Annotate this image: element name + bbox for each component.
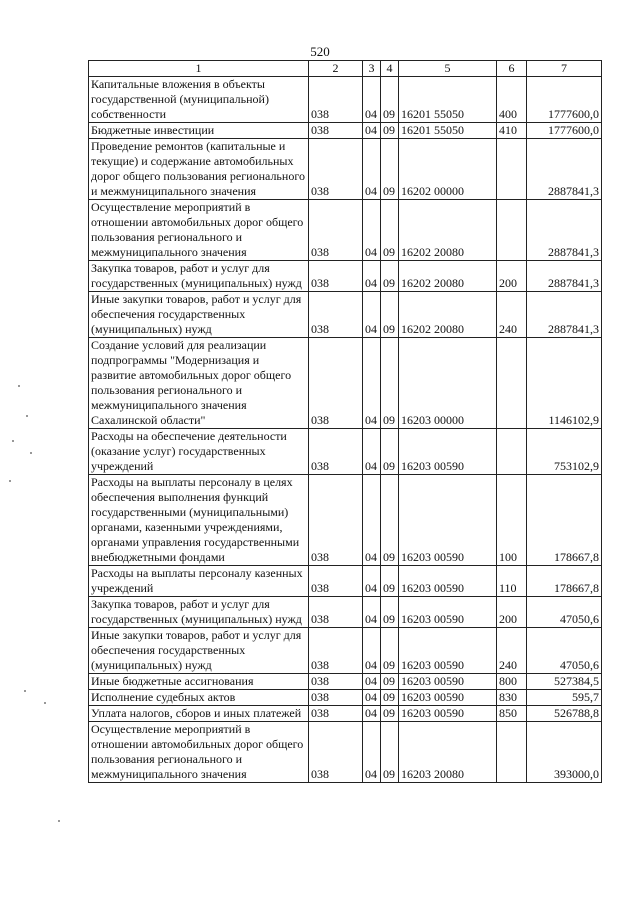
target-code-cell: 16203 00590 [399,597,497,628]
table-row [89,123,602,139]
amount-cell: 47050,6 [527,597,602,628]
target-code-cell: 16203 00590 [399,690,497,706]
table-row [89,475,602,566]
row-name-cell: Иные закупки товаров, работ и услуг для обеспечения государственных (муниципальных) нужд [89,628,309,674]
table-row [89,597,602,628]
column-header: 4 [381,61,399,77]
scan-speck [26,415,28,417]
expense-type-cell: 200 [497,261,527,292]
subsection-code-cell: 09 [381,628,399,674]
section-code-cell: 04 [363,722,381,783]
row-name-cell: Осуществление мероприятий в отношении автомобильных дорог общего пользования регионального и межмуниципального значения [89,722,309,783]
target-code-cell: 16203 00590 [399,566,497,597]
scan-speck [58,820,60,822]
section-code-cell: 04 [363,123,381,139]
row-name-cell: Уплата налогов, сборов и иных платежей [89,706,309,722]
ministry-code-cell: 038 [309,566,363,597]
expense-type-cell [497,139,527,200]
ministry-code-cell: 038 [309,139,363,200]
amount-cell: 1777600,0 [527,123,602,139]
section-code-cell: 04 [363,566,381,597]
row-name-cell: Исполнение судебных актов [89,690,309,706]
table-row [89,429,602,475]
ministry-code-cell: 038 [309,429,363,475]
table-row [89,200,602,261]
subsection-code-cell: 09 [381,123,399,139]
expense-type-cell [497,429,527,475]
subsection-code-cell: 09 [381,200,399,261]
section-code-cell: 04 [363,77,381,123]
section-code-cell: 04 [363,292,381,338]
table-body [89,77,602,783]
row-name-cell: Закупка товаров, работ и услуг для государственных (муниципальных) нужд [89,597,309,628]
column-header: 7 [527,61,602,77]
target-code-cell: 16203 00590 [399,674,497,690]
expense-type-cell: 400 [497,77,527,123]
table-row [89,338,602,429]
section-code-cell: 04 [363,139,381,200]
expense-type-cell: 410 [497,123,527,139]
amount-cell: 2887841,3 [527,292,602,338]
ministry-code-cell: 038 [309,674,363,690]
column-header: 1 [89,61,309,77]
subsection-code-cell: 09 [381,475,399,566]
subsection-code-cell: 09 [381,722,399,783]
table-row [89,722,602,783]
subsection-code-cell: 09 [381,139,399,200]
expense-type-cell: 830 [497,690,527,706]
amount-cell: 393000,0 [527,722,602,783]
amount-cell: 178667,8 [527,475,602,566]
column-header: 3 [363,61,381,77]
target-code-cell: 16202 00000 [399,139,497,200]
expense-type-cell: 850 [497,706,527,722]
expense-type-cell [497,338,527,429]
subsection-code-cell: 09 [381,690,399,706]
table-row [89,674,602,690]
subsection-code-cell: 09 [381,674,399,690]
section-code-cell: 04 [363,261,381,292]
expense-type-cell: 800 [497,674,527,690]
section-code-cell: 04 [363,706,381,722]
table-row [89,139,602,200]
row-name-cell: Расходы на обеспечение деятельности (оказание услуг) государственных учреждений [89,429,309,475]
section-code-cell: 04 [363,597,381,628]
row-name-cell: Закупка товаров, работ и услуг для государственных (муниципальных) нужд [89,261,309,292]
row-name-cell: Расходы на выплаты персоналу в целях обеспечения выполнения функций государственными (муниципальными) органами, казенными учреждениями, органами управления государственными внебюджетными фондами [89,475,309,566]
page-number: 520 [310,44,330,59]
expense-type-cell: 240 [497,628,527,674]
table-row [89,706,602,722]
target-code-cell: 16203 00590 [399,706,497,722]
column-header: 2 [309,61,363,77]
ministry-code-cell: 038 [309,123,363,139]
expense-type-cell: 200 [497,597,527,628]
row-name-cell: Иные закупки товаров, работ и услуг для обеспечения государственных (муниципальных) нужд [89,292,309,338]
amount-cell: 1777600,0 [527,77,602,123]
subsection-code-cell: 09 [381,597,399,628]
target-code-cell: 16202 20080 [399,200,497,261]
row-name-cell: Иные бюджетные ассигнования [89,674,309,690]
table-row [89,77,602,123]
table-row [89,261,602,292]
row-name-cell: Бюджетные инвестиции [89,123,309,139]
section-code-cell: 04 [363,628,381,674]
amount-cell: 1146102,9 [527,338,602,429]
scan-speck [44,702,46,704]
ministry-code-cell: 038 [309,200,363,261]
subsection-code-cell: 09 [381,292,399,338]
row-name-cell: Расходы на выплаты персоналу казенных учреждений [89,566,309,597]
target-code-cell: 16202 20080 [399,261,497,292]
amount-cell: 753102,9 [527,429,602,475]
ministry-code-cell: 038 [309,475,363,566]
amount-cell: 2887841,3 [527,139,602,200]
amount-cell: 2887841,3 [527,261,602,292]
expense-type-cell: 240 [497,292,527,338]
amount-cell: 47050,6 [527,628,602,674]
table-row [89,628,602,674]
table-row [89,566,602,597]
ministry-code-cell: 038 [309,722,363,783]
row-name-cell: Проведение ремонтов (капитальные и текущие) и содержание автомобильных дорог общего пользования регионального и межмуниципального значения [89,139,309,200]
target-code-cell: 16203 00590 [399,429,497,475]
subsection-code-cell: 09 [381,566,399,597]
ministry-code-cell: 038 [309,292,363,338]
expense-type-cell: 110 [497,566,527,597]
scan-speck [30,452,32,454]
section-code-cell: 04 [363,338,381,429]
scan-speck [12,440,14,442]
ministry-code-cell: 038 [309,690,363,706]
table-row [89,690,602,706]
amount-cell: 595,7 [527,690,602,706]
row-name-cell: Осуществление мероприятий в отношении автомобильных дорог общего пользования регионального и межмуниципального значения [89,200,309,261]
ministry-code-cell: 038 [309,628,363,674]
subsection-code-cell: 09 [381,77,399,123]
section-code-cell: 04 [363,200,381,261]
target-code-cell: 16201 55050 [399,77,497,123]
row-name-cell: Капитальные вложения в объекты государственной (муниципальной) собственности [89,77,309,123]
column-header: 6 [497,61,527,77]
target-code-cell: 16203 00590 [399,475,497,566]
amount-cell: 178667,8 [527,566,602,597]
subsection-code-cell: 09 [381,429,399,475]
expense-type-cell: 100 [497,475,527,566]
table-row [89,292,602,338]
amount-cell: 526788,8 [527,706,602,722]
scan-speck [24,690,26,692]
section-code-cell: 04 [363,429,381,475]
target-code-cell: 16203 20080 [399,722,497,783]
target-code-cell: 16203 00000 [399,338,497,429]
ministry-code-cell: 038 [309,338,363,429]
section-code-cell: 04 [363,475,381,566]
target-code-cell: 16202 20080 [399,292,497,338]
section-code-cell: 04 [363,690,381,706]
expense-type-cell [497,722,527,783]
column-header: 5 [399,61,497,77]
amount-cell: 2887841,3 [527,200,602,261]
ministry-code-cell: 038 [309,597,363,628]
section-code-cell: 04 [363,674,381,690]
subsection-code-cell: 09 [381,338,399,429]
scan-speck [9,480,11,482]
ministry-code-cell: 038 [309,77,363,123]
subsection-code-cell: 09 [381,706,399,722]
scan-speck [18,385,20,387]
target-code-cell: 16203 00590 [399,628,497,674]
budget-table [88,60,602,783]
ministry-code-cell: 038 [309,706,363,722]
expense-type-cell [497,200,527,261]
row-name-cell: Создание условий для реализации подпрограммы "Модернизация и развитие автомобильных дорог общего пользования регионального и межмуниципального значения Сахалинской области" [89,338,309,429]
ministry-code-cell: 038 [309,261,363,292]
amount-cell: 527384,5 [527,674,602,690]
header-row [89,61,602,77]
subsection-code-cell: 09 [381,261,399,292]
target-code-cell: 16201 55050 [399,123,497,139]
